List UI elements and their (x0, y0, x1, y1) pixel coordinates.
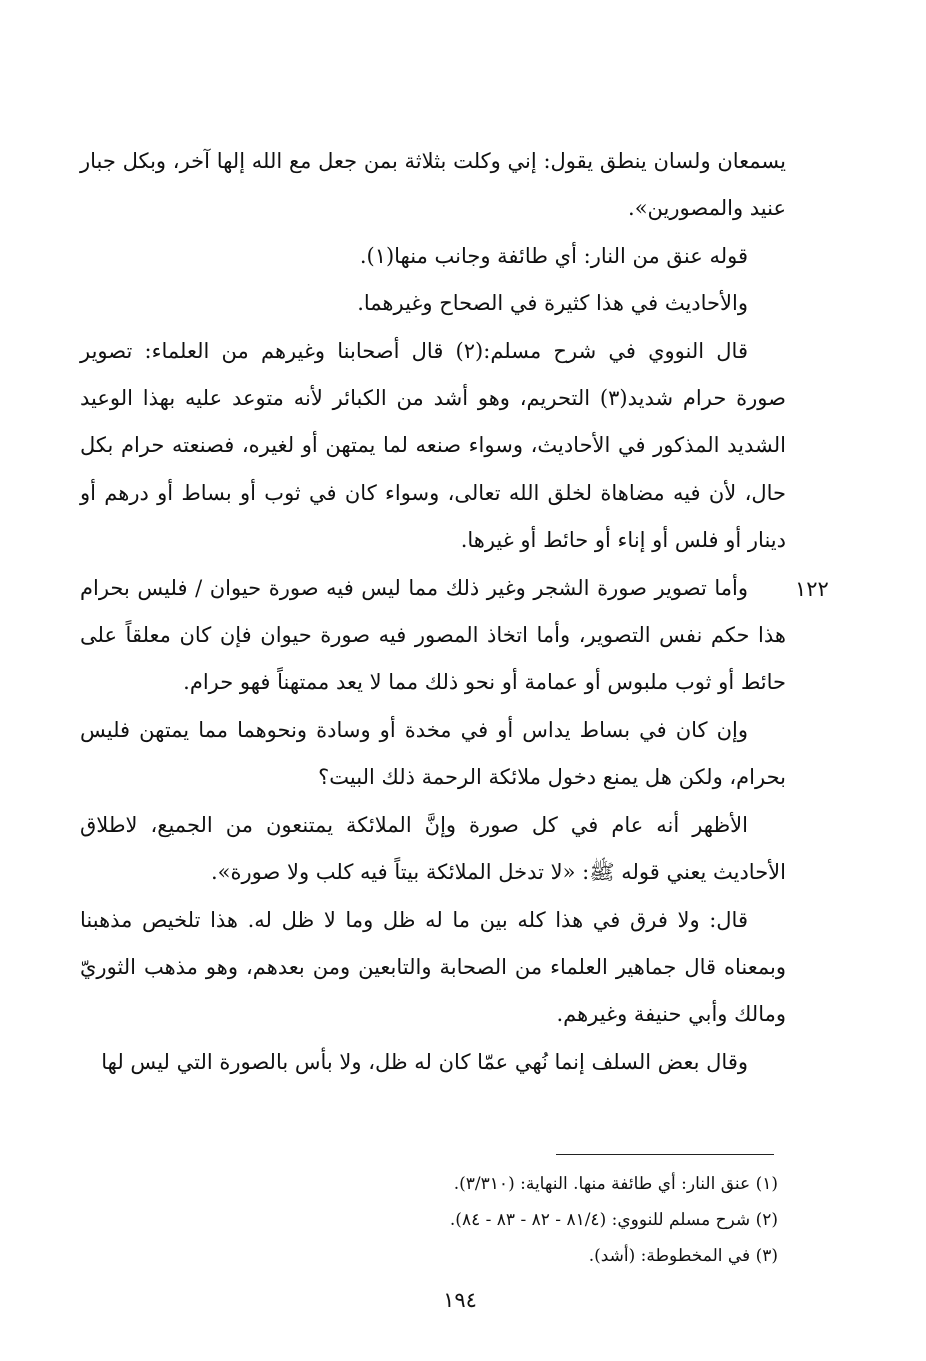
footnote: (٢) شرح مسلم للنووي: (٨١/٤ - ٨٢ - ٨٣ - ٨٤). (449, 1210, 778, 1230)
continuation-paragraph: يسمعان ولسان ينطق يقول: إني وكلت بثلاثة بمن جعل مع الله إلها آخر، وبكل جبار عنيد والمصورين». (80, 149, 786, 221)
trees-paragraph: وأما تصوير صورة الشجر وغير ذلك مما ليس فيه صورة حيوان / فليس بحرام هذا حكم نفس التصوير، وأما اتخاذ المصور فيه صورة حيوان فإن كان معلقاً على حائط أو ثوب ملبوس أو عمامة أو نحو ذلك مما لا يعد ممتهناً فهو حرام. (80, 575, 786, 695)
page-number: ١٩٤ (443, 1288, 477, 1312)
manuscript-folio-marker: ١٢٢ (795, 577, 829, 601)
footnotes (300, 1166, 778, 1274)
carpet-paragraph: وإن كان في بساط يداس أو في مخدة أو وسادة ونحوهما مما يمتهن فليس بحرام، ولكن هل يمنع دخول ملائكة الرحمة ذلك البيت؟ (80, 717, 786, 790)
hadith-note-paragraph: والأحاديث في هذا كثيرة في الصحاح وغيرهما. (357, 291, 748, 316)
footnote: (٣) في المخطوطة: (أشد). (588, 1246, 778, 1266)
gloss-paragraph: قوله عنق من النار: أي طائفة وجانب منها(١). (359, 243, 748, 268)
footnote: (١) عنق النار: أي طائفة منها. النهاية: (٣/٣١٠). (453, 1174, 778, 1194)
main-text (80, 138, 786, 1086)
footnote-divider (556, 1154, 774, 1155)
apparent-paragraph: الأظهر أنه عام في كل صورة وإنَّ الملائكة يمتنعون من الجميع، لاطلاق الأحاديث يعني قوله ﷺ: «لا تدخل الملائكة بيتاً فيه كلب ولا صورة». (80, 812, 786, 885)
salaf-paragraph: وقال بعض السلف إنما نُهي عمّا كان له ظل، ولا بأس بالصورة التي ليس لها (101, 1049, 748, 1074)
nawawi-paragraph: قال النووي في شرح مسلم:(٢) قال أصحابنا وغيرهم من العلماء: تصوير صورة حرام شديد(٣) التحريم، وهو أشد من الكبائر لأنه متوعد عليه بهذا الوعيد الشديد المذكور في الأحاديث، وسواء صنعه لما يمتهن أو لغيره، فصنعته حرام بكل حال، لأن فيه مضاهاة لخلق الله تعالى، وسواء كان في ثوب أو بساط أو درهم أو دينار أو فلس أو إناء أو حائط أو غيرها. (80, 338, 786, 553)
shadow-paragraph: قال: ولا فرق في هذا كله بين ما له ظل وما لا ظل له. هذا تلخيص مذهبنا وبمعناه قال جماهير العلماء من الصحابة والتابعين ومن بعدهم، وهو مذهب الثوريّ ومالك وأبي حنيفة وغيرهم. (80, 907, 786, 1027)
